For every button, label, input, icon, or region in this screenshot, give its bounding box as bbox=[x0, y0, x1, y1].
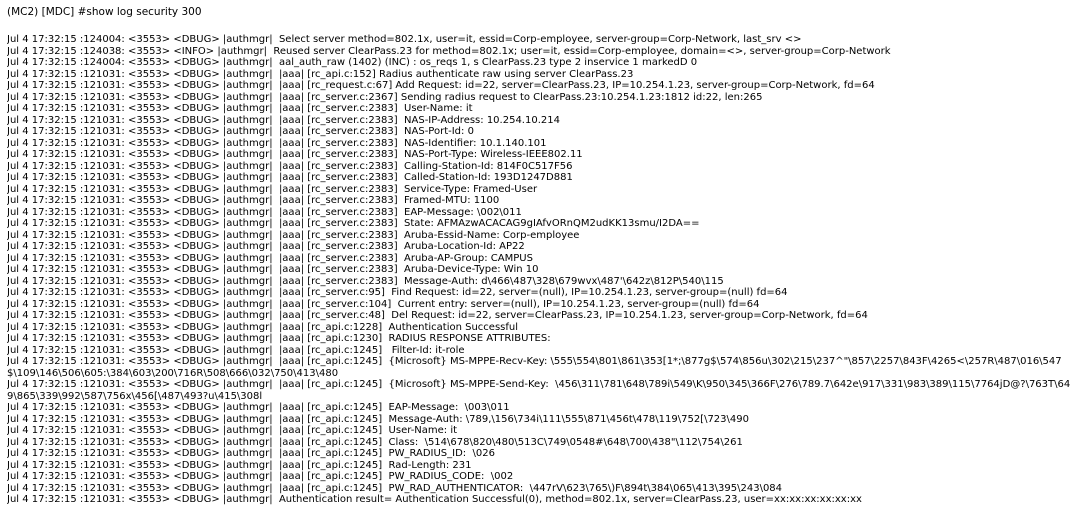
log-line: Jul 4 17:32:15 :124038: <3553> <INFO> |authmgr| Reused server ClearPass.23 for method=802.1x; user=it, essid=Corp-employee, domain=<>, server-group=Corp-Network bbox=[7, 45, 891, 57]
log-line: Jul 4 17:32:15 :121031: <3553> <DBUG> |authmgr| |aaa| [rc_api.c:1245] PW_RADIUS_CODE: \002 bbox=[7, 471, 514, 482]
log-line: Jul 4 17:32:15 :121031: <3553> <DBUG> |authmgr| |aaa| [rc_api.c:1245] User-Name: it bbox=[7, 425, 458, 436]
log-line: Jul 4 17:32:15 :121031: <3553> <DBUG> |authmgr| |aaa| [rc_server.c:2383] User-Name: it bbox=[7, 103, 473, 114]
log-line: Jul 4 17:32:15 :121031: <3553> <DBUG> |authmgr| |aaa| [rc_api.c:152] Radius authenticate raw using server ClearPass.23 bbox=[7, 68, 634, 80]
log-line: Jul 4 17:32:15 :121031: <3553> <DBUG> |authmgr| |aaa| [rc_server.c:2383] Aruba-Location-Id: AP22 bbox=[7, 241, 525, 252]
log-line: Jul 4 17:32:15 :121031: <3553> <DBUG> |authmgr| |aaa| [rc_server.c:2383] Aruba-Device-Type: Win 10 bbox=[7, 264, 539, 275]
log-line: Jul 4 17:32:15 :121031: <3553> <DBUG> |authmgr| |aaa| [rc_server.c:2367] Sending radius request to ClearPass.23:10.254.1.23:1812 id:22, len:265 bbox=[7, 91, 763, 103]
security-log bbox=[7, 34, 1072, 506]
log-line: Jul 4 17:32:15 :121031: <3553> <DBUG> |authmgr| |aaa| [rc_server.c:95] Find Request: id=22, server=(null), IP=10.254.1.23, server-group=(null) fd=64 bbox=[7, 287, 788, 298]
log-line: Jul 4 17:32:15 :121031: <3553> <DBUG> |authmgr| |aaa| [rc_api.c:1245] Filter-Id: it-role bbox=[7, 344, 465, 356]
log-line: Jul 4 17:32:15 :121031: <3553> <DBUG> |authmgr| |aaa| [rc_api.c:1228] Authentication Successful bbox=[7, 321, 519, 333]
log-line: Jul 4 17:32:15 :121031: <3553> <DBUG> |authmgr| |aaa| [rc_server.c:2383] Called-Station-Id: 193D1247D881 bbox=[7, 172, 573, 183]
log-line: Jul 4 17:32:15 :121031: <3553> <DBUG> |authmgr| |aaa| [rc_api.c:1245] Rad-Length: 231 bbox=[7, 459, 472, 471]
log-line: Jul 4 17:32:15 :121031: <3553> <DBUG> |authmgr| |aaa| [rc_server.c:2383] Service-Type: Framed-User bbox=[7, 183, 538, 195]
log-line: Jul 4 17:32:15 :121031: <3553> <DBUG> |authmgr| |aaa| [rc_api.c:1245] Class: \514\678\820\480\513C\749\0548#\648\700\438"\112\754\261 bbox=[7, 436, 743, 448]
log-line: Jul 4 17:32:15 :121031: <3553> <DBUG> |authmgr| |aaa| [rc_server.c:2383] Calling-Station-Id: 814F0C517F56 bbox=[7, 160, 573, 172]
log-line: Jul 4 17:32:15 :121031: <3553> <DBUG> |authmgr| |aaa| [rc_api.c:1245] {Microsoft} MS-MPPE-Send-Key: \456\311\781\648\789i\549\K\950\345\366F\276\789.7\642e\917\331\983\389\115\7764jD@?\763T\649\865\339\992\587\756x\456[\487\493?u\415\308l bbox=[7, 379, 1071, 402]
log-line: Jul 4 17:32:15 :121031: <3553> <DBUG> |authmgr| |aaa| [rc_server.c:2383] NAS-Identifier: 10.1.140.101 bbox=[7, 137, 547, 149]
log-line: Jul 4 17:32:15 :121031: <3553> <DBUG> |authmgr| |aaa| [rc_server.c:2383] NAS-Port-Id: 0 bbox=[7, 126, 474, 137]
log-line: Jul 4 17:32:15 :121031: <3553> <DBUG> |authmgr| |aaa| [rc_server.c:2383] State: AFMAzwACACAG9gIAfvORnQM2udKK13smu/I2DA== bbox=[7, 218, 700, 229]
log-line: Jul 4 17:32:15 :124004: <3553> <DBUG> |authmgr| Select server method=802.1x, user=it, essid=Corp-employee, server-group=Corp-Network, last_srv <> bbox=[7, 34, 802, 45]
log-line: Jul 4 17:32:15 :121031: <3553> <DBUG> |authmgr| |aaa| [rc_api.c:1245] Message-Auth: \789,\156\734i\111\555\871\456t\478\119\752[\723\490 bbox=[7, 413, 749, 425]
log-line: Jul 4 17:32:15 :121031: <3553> <DBUG> |authmgr| |aaa| [rc_api.c:1230] RADIUS RESPONSE ATTRIBUTES: bbox=[7, 333, 551, 344]
log-line: Jul 4 17:32:15 :121031: <3553> <DBUG> |authmgr| |aaa| [rc_api.c:1245] {Microsoft} MS-MPPE-Recv-Key: \555\554\801\861\353[1*;\877g$\574\856u\302\215\237^"\857\2257\843F\4265<\257R\487\016\547$\109\146\506\605:\384\603\200\716R\508\666\032\750\413\480 bbox=[7, 356, 1062, 379]
command-prompt: (MC2) [MDC] #show log security 300 bbox=[7, 6, 202, 18]
log-line: Jul 4 17:32:15 :121031: <3553> <DBUG> |authmgr| |aaa| [rc_api.c:1245] PW_RAD_AUTHENTICATOR: \447rV\623\765\)F\894t\384\065\413\395\243\084 bbox=[7, 482, 783, 494]
log-line: Jul 4 17:32:15 :124004: <3553> <DBUG> |authmgr| aal_auth_raw (1402) (INC) : os_reqs 1, s ClearPass.23 type 2 inservice 1 markedD 0 bbox=[7, 57, 698, 68]
log-line: Jul 4 17:32:15 :121031: <3553> <DBUG> |authmgr| |aaa| [rc_server.c:2383] NAS-IP-Address: 10.254.10.214 bbox=[7, 114, 560, 126]
log-line: Jul 4 17:32:15 :121031: <3553> <DBUG> |authmgr| |aaa| [rc_server.c:2383] EAP-Message: \002\011 bbox=[7, 206, 522, 218]
log-line: Jul 4 17:32:15 :121031: <3553> <DBUG> |authmgr| |aaa| [rc_server.c:2383] NAS-Port-Type: Wireless-IEEE802.11 bbox=[7, 149, 583, 160]
log-line: Jul 4 17:32:15 :121031: <3553> <DBUG> |authmgr| |aaa| [rc_server.c:2383] Aruba-AP-Group: CAMPUS bbox=[7, 252, 533, 264]
log-line: Jul 4 17:32:15 :121031: <3553> <DBUG> |authmgr| Authentication result= Authentication Successful(0), method=802.1x, server=ClearPass.23, user=xx:xx:xx:xx:xx:xx bbox=[7, 494, 862, 505]
log-line: Jul 4 17:32:15 :121031: <3553> <DBUG> |authmgr| |aaa| [rc_server.c:2383] Message-Auth: d\466\487\328\679wvx\487'\642z\812P\540\115 bbox=[7, 275, 724, 287]
log-line: Jul 4 17:32:15 :121031: <3553> <DBUG> |authmgr| |aaa| [rc_server.c:104] Current entry: server=(null), IP=10.254.1.23, server-group=(null) fd=64 bbox=[7, 298, 760, 310]
log-line: Jul 4 17:32:15 :121031: <3553> <DBUG> |authmgr| |aaa| [rc_server.c:2383] Framed-MTU: 1100 bbox=[7, 195, 500, 206]
log-line: Jul 4 17:32:15 :121031: <3553> <DBUG> |authmgr| |aaa| [rc_request.c:67] Add Request: id=22, server=ClearPass.23, IP=10.254.1.23, server-group=Corp-Network, fd=64 bbox=[7, 80, 875, 91]
log-line: Jul 4 17:32:15 :121031: <3553> <DBUG> |authmgr| |aaa| [rc_api.c:1245] PW_RADIUS_ID: \026 bbox=[7, 448, 495, 459]
log-line: Jul 4 17:32:15 :121031: <3553> <DBUG> |authmgr| |aaa| [rc_server.c:2383] Aruba-Essid-Name: Corp-employee bbox=[7, 229, 580, 241]
log-line: Jul 4 17:32:15 :121031: <3553> <DBUG> |authmgr| |aaa| [rc_api.c:1245] EAP-Message: \003\011 bbox=[7, 402, 510, 413]
log-line: Jul 4 17:32:15 :121031: <3553> <DBUG> |authmgr| |aaa| [rc_server.c:48] Del Request: id=22, server=ClearPass.23, IP=10.254.1.23, server-group=Corp-Network, fd=64 bbox=[7, 310, 868, 321]
